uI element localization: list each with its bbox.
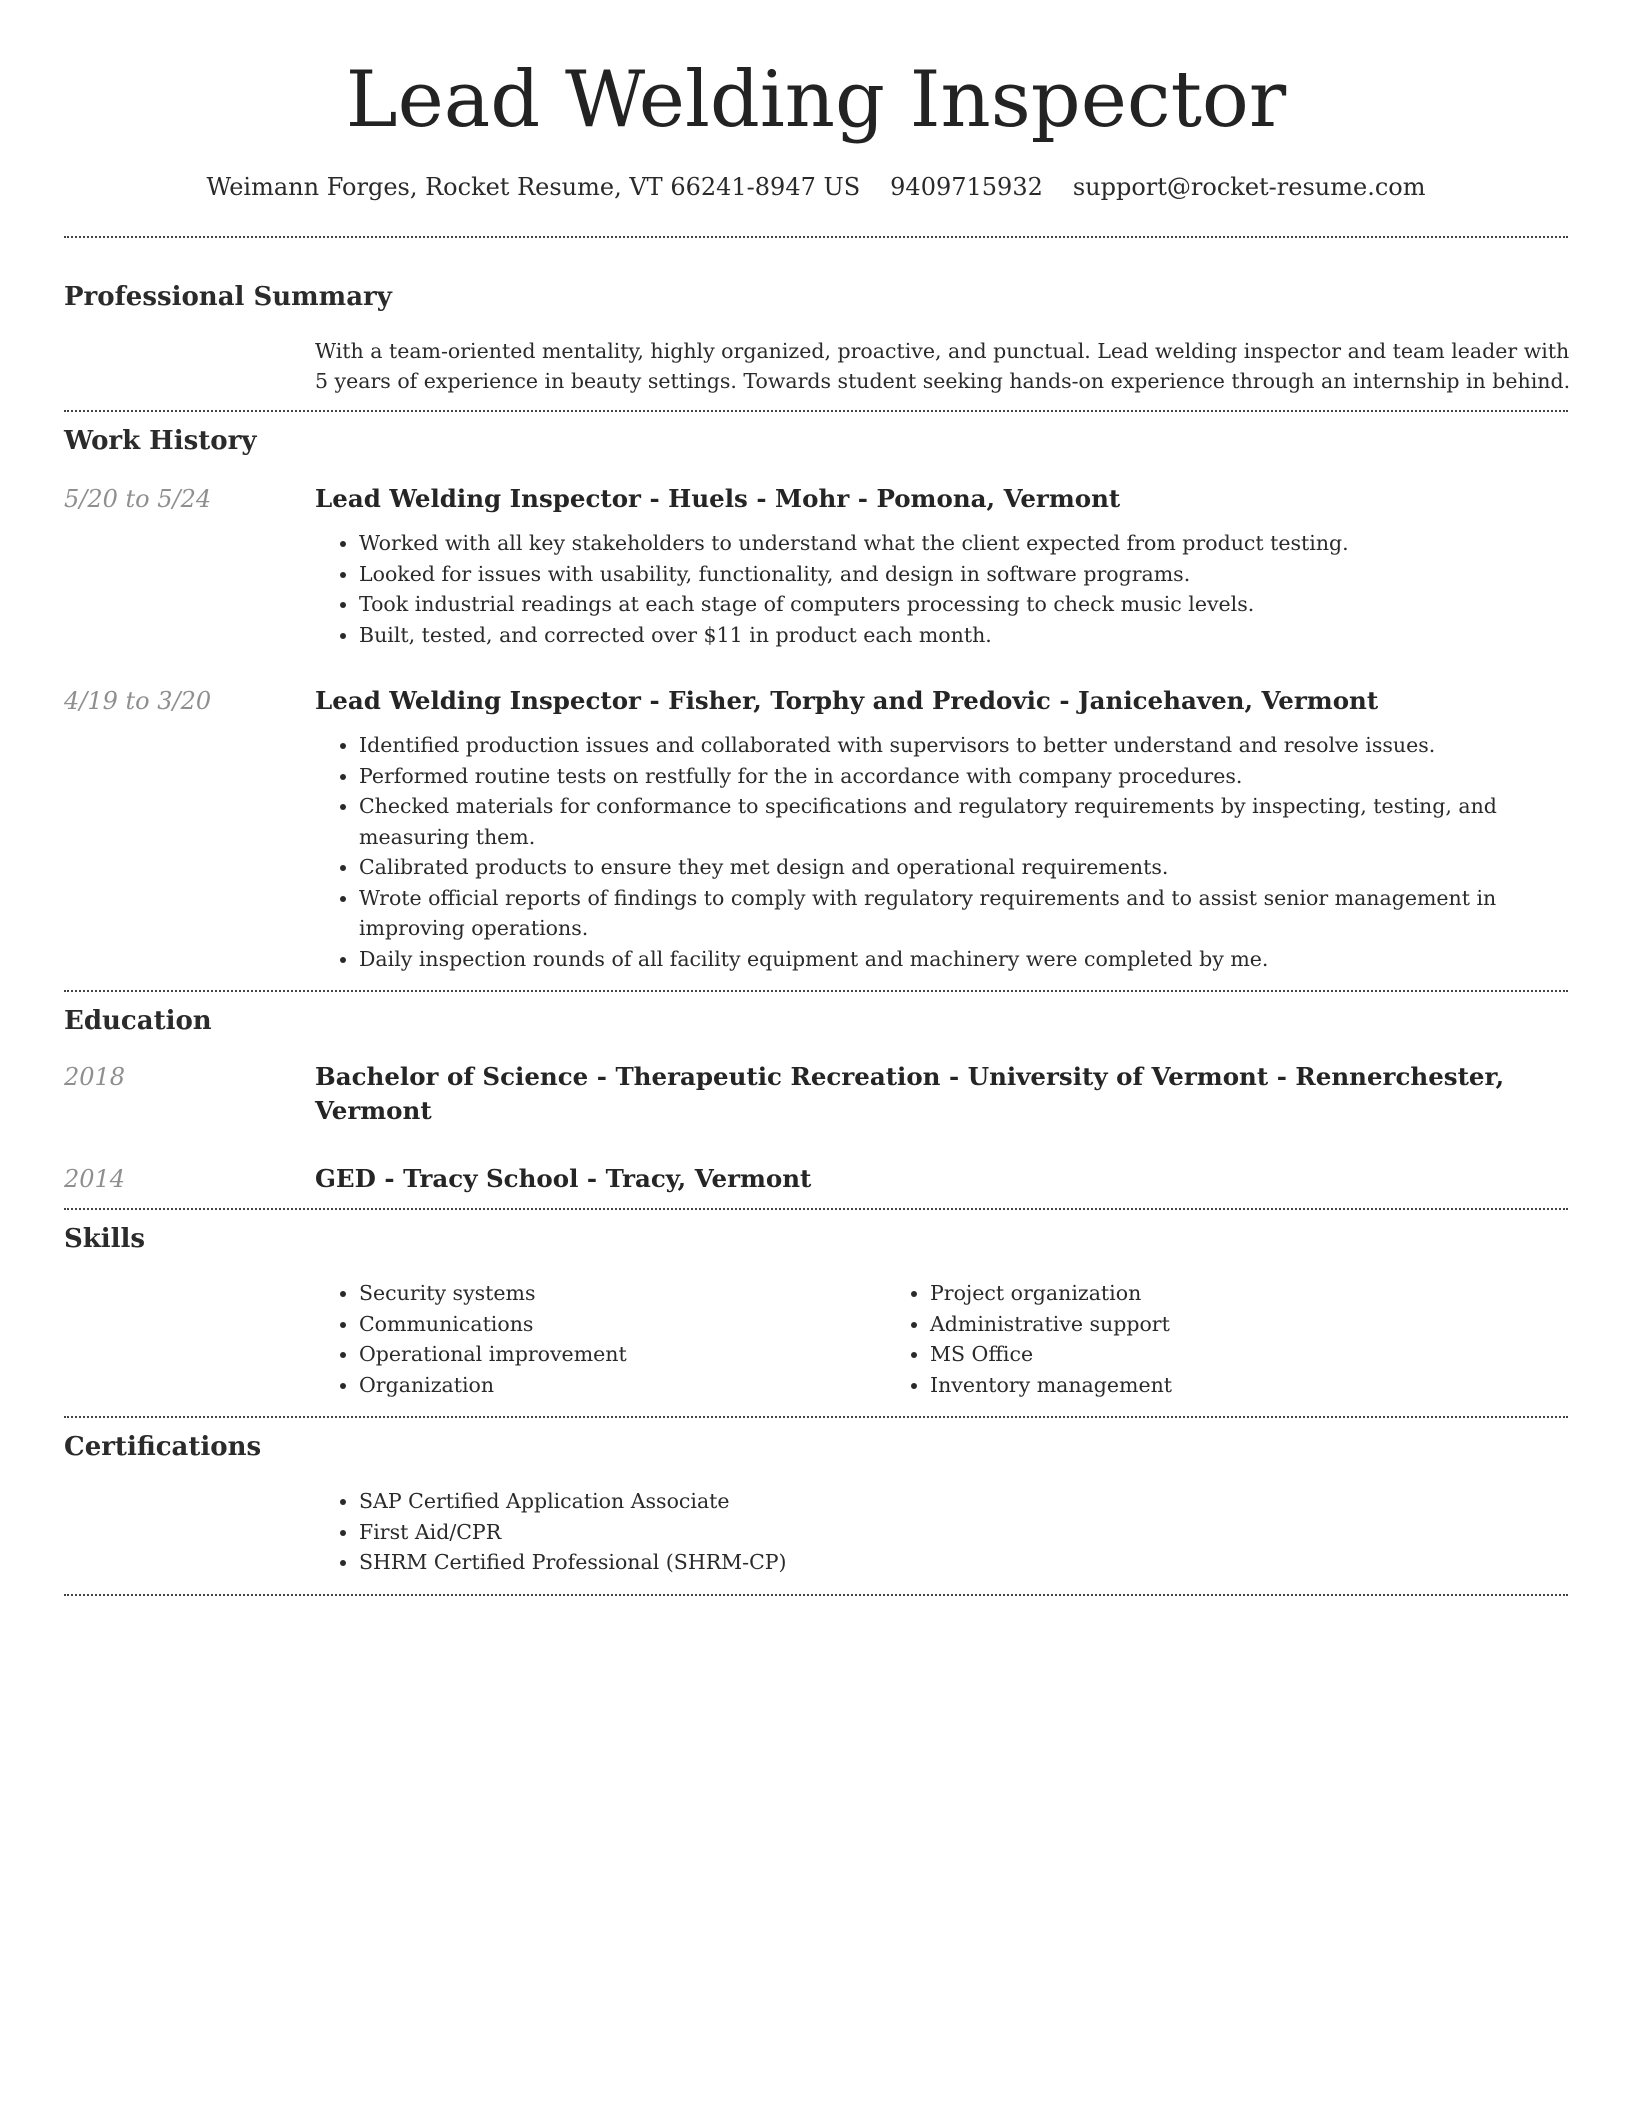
list-item: • Inventory management: [930, 1370, 1457, 1401]
list-item: • Administrative support: [930, 1309, 1457, 1340]
list-item: • SHRM Certified Professional (SHRM-CP): [359, 1547, 1568, 1578]
section-divider: [64, 410, 1568, 412]
work-entry: [64, 684, 1568, 974]
education-year: 2014: [64, 1165, 126, 1193]
list-item: • Worked with all key stakeholders to understand what the client expected from product testing.: [359, 528, 1568, 559]
list-item: • Looked for issues with usability, functionality, and design in software programs.: [359, 559, 1568, 590]
section-divider: [64, 1416, 1568, 1418]
list-item: • Built, tested, and corrected over $11 in product each month.: [359, 620, 1568, 651]
work-entry-heading: Lead Welding Inspector - Huels - Mohr - Pomona, Vermont: [315, 484, 1121, 513]
education-heading: Bachelor of Science - Therapeutic Recreation - University of Vermont - Rennerchester, Vermont: [315, 1062, 1505, 1125]
contact-email[interactable]: support@rocket-resume.com: [1072, 173, 1426, 201]
list-item: • Identified production issues and collaborated with supervisors to better understand and resolve issues.: [359, 730, 1568, 761]
skills-grid: [315, 1278, 1568, 1400]
skills-section-title: Skills: [64, 1224, 146, 1254]
education-year: 2018: [64, 1063, 126, 1091]
list-item: • SAP Certified Application Associate: [359, 1486, 1568, 1517]
list-item: • Checked materials for conformance to specifications and regulatory requirements by inspecting, testing, and measuring them.: [359, 791, 1568, 852]
summary-text: With a team-oriented mentality, highly organized, proactive, and punctual. Lead welding inspector and team leader with 5 years of experience in beauty settings. Towards student seeking hands-on experience through an internship in behind.: [315, 339, 1571, 393]
list-item: • Organization: [359, 1370, 886, 1401]
list-item: • Took industrial readings at each stage of computers processing to check music levels.: [359, 589, 1568, 620]
resume-title: Lead Welding Inspector: [345, 55, 1287, 145]
education-section-title: Education: [64, 1006, 212, 1036]
work-entry-dates: 4/19 to 3/20: [64, 687, 212, 715]
list-item: • Operational improvement: [359, 1339, 886, 1370]
section-divider: [64, 990, 1568, 992]
contact-phone: 9409715932: [890, 173, 1043, 201]
list-item: • Wrote official reports of findings to comply with regulatory requirements and to assist senior management in improving operations.: [359, 883, 1568, 944]
list-item: • First Aid/CPR: [359, 1517, 1568, 1548]
skills-list-left: [315, 1278, 886, 1400]
list-item: • Daily inspection rounds of all facility equipment and machinery were completed by me.: [359, 944, 1568, 975]
certifications-list: [315, 1486, 1568, 1578]
certifications-bullets: [315, 1486, 1568, 1578]
section-divider: [64, 1208, 1568, 1210]
education-entry: [64, 1162, 1568, 1196]
section-divider: [64, 1594, 1568, 1596]
education-heading: GED - Tracy School - Tracy, Vermont: [315, 1164, 812, 1193]
education-entry: [64, 1060, 1568, 1128]
work-entry-dates: 5/20 to 5/24: [64, 485, 212, 513]
list-item: • Calibrated products to ensure they met design and operational requirements.: [359, 852, 1568, 883]
certifications-section-title: Certifications: [64, 1432, 262, 1462]
work-entry-bullets: [315, 730, 1568, 974]
work-entry-heading: Lead Welding Inspector - Fisher, Torphy and Predovic - Janicehaven, Vermont: [315, 686, 1379, 715]
summary-section-title: Professional Summary: [64, 282, 392, 312]
contact-line: [64, 170, 1568, 204]
list-item: • Performed routine tests on restfully for the in accordance with company procedures.: [359, 761, 1568, 792]
contact-address: Weimann Forges, Rocket Resume, VT 66241-8947 US: [206, 173, 861, 201]
list-item: • Project organization: [930, 1278, 1457, 1309]
work-entry-bullets: [315, 528, 1568, 650]
work-entry: [64, 482, 1568, 650]
skills-list-right: [886, 1278, 1457, 1400]
section-divider: [64, 236, 1568, 238]
work-history-section-title: Work History: [64, 426, 257, 456]
list-item: • Security systems: [359, 1278, 886, 1309]
list-item: • Communications: [359, 1309, 886, 1340]
list-item: • MS Office: [930, 1339, 1457, 1370]
